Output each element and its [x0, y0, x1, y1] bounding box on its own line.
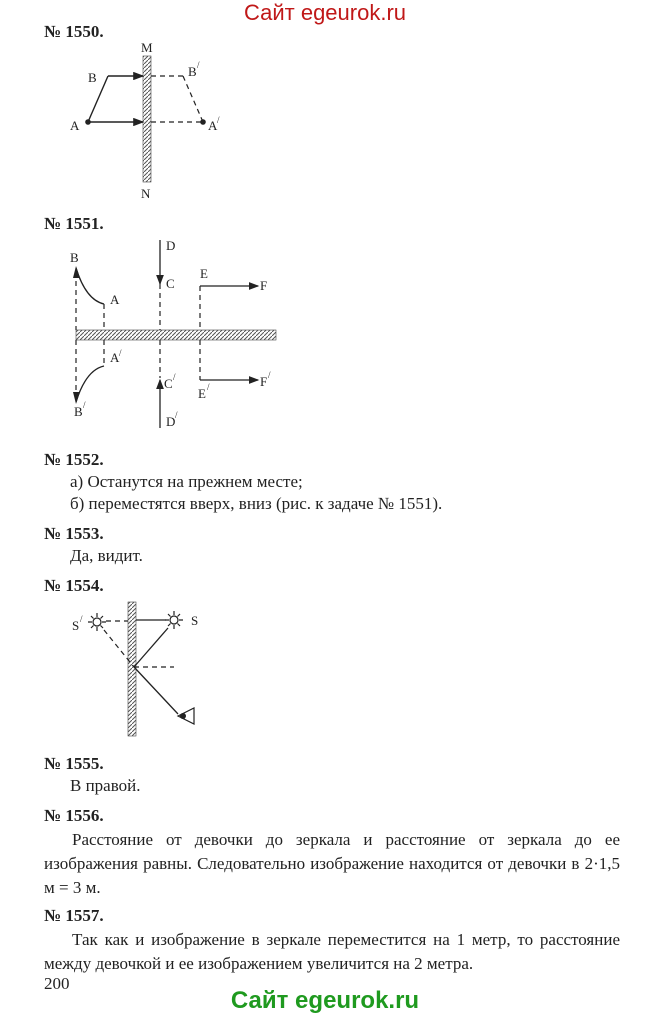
point-a1 — [200, 119, 206, 125]
problem-1554-number: № 1554. — [44, 576, 104, 595]
segment-a1b1 — [183, 76, 203, 122]
label-c1: C — [164, 376, 173, 391]
label-n: N — [141, 186, 151, 201]
problem-1552-number: № 1552. — [44, 450, 104, 469]
label-a1: A — [110, 350, 120, 365]
label-a1: A — [208, 118, 218, 133]
problem-1553-text: Да, видит. — [70, 546, 143, 565]
diagram-1554 — [72, 602, 198, 736]
label-m: M — [141, 40, 153, 55]
label-b: B — [88, 70, 97, 85]
label-b: B — [70, 250, 79, 265]
eye-icon — [178, 708, 194, 724]
label-s: S — [191, 613, 199, 628]
svg-text:/: / — [175, 410, 178, 420]
star-s-icon — [165, 611, 183, 629]
label-b1-prime: / — [197, 60, 200, 70]
mirror-vertical — [128, 602, 136, 736]
site-watermark-top[interactable]: Сайт egeurok.ru — [243, 0, 407, 25]
problem-1555-number: № 1555. — [44, 754, 104, 773]
problem-1553-number: № 1553. — [44, 524, 104, 543]
arc-a1b1 — [76, 366, 104, 402]
label-e1: E — [198, 386, 206, 401]
problem-1556-text: Расстояние от девочки до зеркала и расстояние от зеркала до ее изображения равны. Следовательно изображение находится от девочки в 2·1,5 м = 3 м. — [44, 830, 620, 897]
label-f1: F — [260, 374, 268, 389]
label-d: D — [166, 238, 176, 253]
problem-1556-number: № 1556. — [44, 806, 104, 825]
arc-ba — [76, 268, 104, 304]
svg-text:/: / — [119, 348, 122, 358]
mirror-mn — [143, 56, 151, 182]
problem-1552-line-a: а) Останутся на прежнем месте; — [70, 472, 303, 491]
svg-text:/: / — [83, 400, 86, 410]
label-f: F — [260, 278, 268, 293]
svg-text:/: / — [80, 614, 83, 624]
site-watermark-bottom[interactable]: Сайт egeurok.ru — [230, 987, 420, 1014]
diagram-1551 — [70, 238, 276, 429]
label-e: E — [200, 266, 208, 281]
star-s1-icon — [88, 613, 106, 631]
ray-incident — [134, 628, 168, 667]
svg-text:/: / — [207, 382, 210, 392]
problem-1557-number: № 1557. — [44, 906, 104, 925]
label-c: C — [166, 276, 175, 291]
label-a1-prime: / — [217, 115, 220, 125]
problem-1557-text: Так как и изображение в зеркале переместится на 1 метр, то расстояние между девочкой и ее изображением увеличится на 2 метра. — [44, 930, 620, 973]
problem-1555-text: В правой. — [70, 776, 141, 795]
problem-1552-line-b: б) переместятся вверх, вниз (рис. к задаче № 1551). — [70, 494, 443, 513]
problem-1550-number: № 1550. — [44, 22, 104, 41]
problem-1551-number: № 1551. — [44, 214, 104, 233]
label-s1: S — [72, 618, 80, 633]
point-a — [85, 119, 91, 125]
label-a: A — [110, 292, 120, 307]
label-d1: D — [166, 414, 176, 429]
svg-text:/: / — [268, 370, 271, 380]
label-a: A — [70, 118, 80, 133]
svg-text:/: / — [173, 372, 176, 382]
ray-reflected — [134, 667, 178, 714]
diagram-1550 — [70, 40, 220, 201]
label-b1: B — [188, 64, 197, 79]
label-b1: B — [74, 404, 83, 419]
page-number: 200 — [44, 974, 70, 993]
mirror-horizontal — [76, 330, 276, 340]
